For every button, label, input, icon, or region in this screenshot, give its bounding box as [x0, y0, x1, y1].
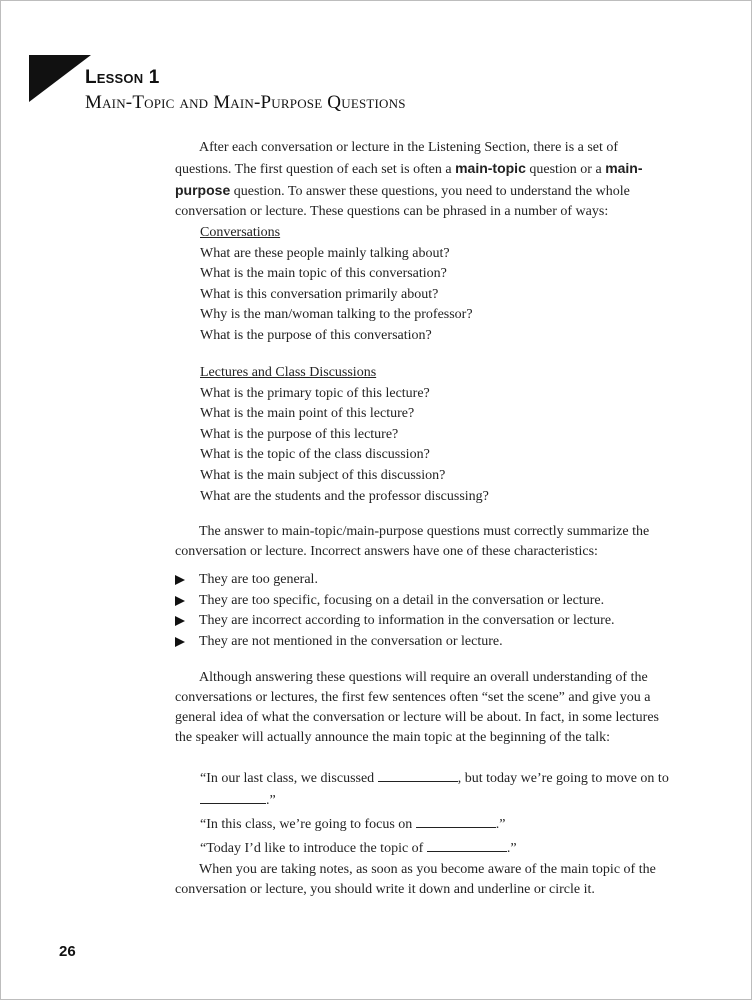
quote-item: “In this class, we’re going to focus on .” [200, 813, 670, 835]
bullet-item: They are incorrect according to information in the conversation or lecture. [175, 611, 665, 632]
term-main-topic: main-topic [455, 160, 526, 176]
intro-paragraph: After each conversation or lecture in the Listening Section, there is a set of questions. The first question of each set is often a main-topic question or a main-purpose question. To answer these questions, you need to understand the whole conversation or lecture. These questions can be phrased in a number of ways: [175, 140, 643, 219]
triangle-bullet-icon [175, 575, 185, 585]
conversation-questions-list [200, 223, 670, 347]
list-item: What is the topic of the class discussion? [200, 447, 430, 463]
bullet-item: They are not mentioned in the conversation or lecture. [175, 632, 665, 653]
blank-line [200, 789, 266, 804]
triangle-bullet-icon [175, 637, 185, 647]
triangle-bullet-icon [175, 616, 185, 626]
corner-triangle-decoration [29, 55, 91, 102]
list-item: What is the main point of this lecture? [200, 406, 415, 422]
term-main-purpose: main-purpose [175, 160, 643, 198]
triangle-bullet-icon [175, 596, 185, 606]
blank-line [427, 837, 507, 852]
list-item: What is the primary topic of this lecture? [200, 385, 430, 401]
list-item: What is this conversation primarily about? [200, 286, 439, 302]
incorrect-answer-characteristics [175, 570, 665, 653]
notes-paragraph: When you are taking notes, as soon as you become aware of the main topic of the conversation or lecture, you should write it down and underline or circle it. [175, 862, 656, 897]
quote-item: “Today I’d like to introduce the topic of .” [200, 837, 670, 859]
lecture-questions-list [200, 363, 670, 507]
scene-paragraph: Although answering these questions will require an overall understanding of the conversations or lectures, the first few sentences often “set the scene” and give you a general idea of what the conversation or lecture will be about. In fact, in some lectures the speaker will actually announce the main topic at the beginning of the talk: [175, 670, 659, 745]
example-quotes [200, 767, 670, 861]
page-number: 26 [59, 943, 76, 960]
list-item: What is the main subject of this discussion? [200, 467, 446, 483]
lesson-title: Main-Topic and Main-Purpose Questions [85, 92, 406, 113]
lesson-label: Lesson 1 [85, 67, 160, 88]
list-item: What is the purpose of this lecture? [200, 426, 399, 442]
bullet-item: They are too general. [175, 570, 665, 591]
blank-line [416, 813, 496, 828]
lectures-heading: Lectures and Class Discussions [200, 365, 377, 380]
blank-line [378, 767, 458, 782]
list-item: What are these people mainly talking about? [200, 245, 450, 261]
list-item: What are the students and the professor discussing? [200, 488, 489, 504]
conversations-heading: Conversations [200, 225, 281, 240]
list-item: What is the main topic of this conversation? [200, 266, 447, 282]
summary-paragraph: The answer to main-topic/main-purpose questions must correctly summarize the conversation or lecture. Incorrect answers have one of these characteristics: [175, 524, 650, 559]
list-item: Why is the man/woman talking to the professor? [200, 307, 473, 323]
quote-item: “In our last class, we discussed , but today we’re going to move on to .” [200, 767, 670, 811]
bullet-item: They are too specific, focusing on a detail in the conversation or lecture. [175, 591, 665, 612]
list-item: What is the purpose of this conversation? [200, 327, 432, 343]
